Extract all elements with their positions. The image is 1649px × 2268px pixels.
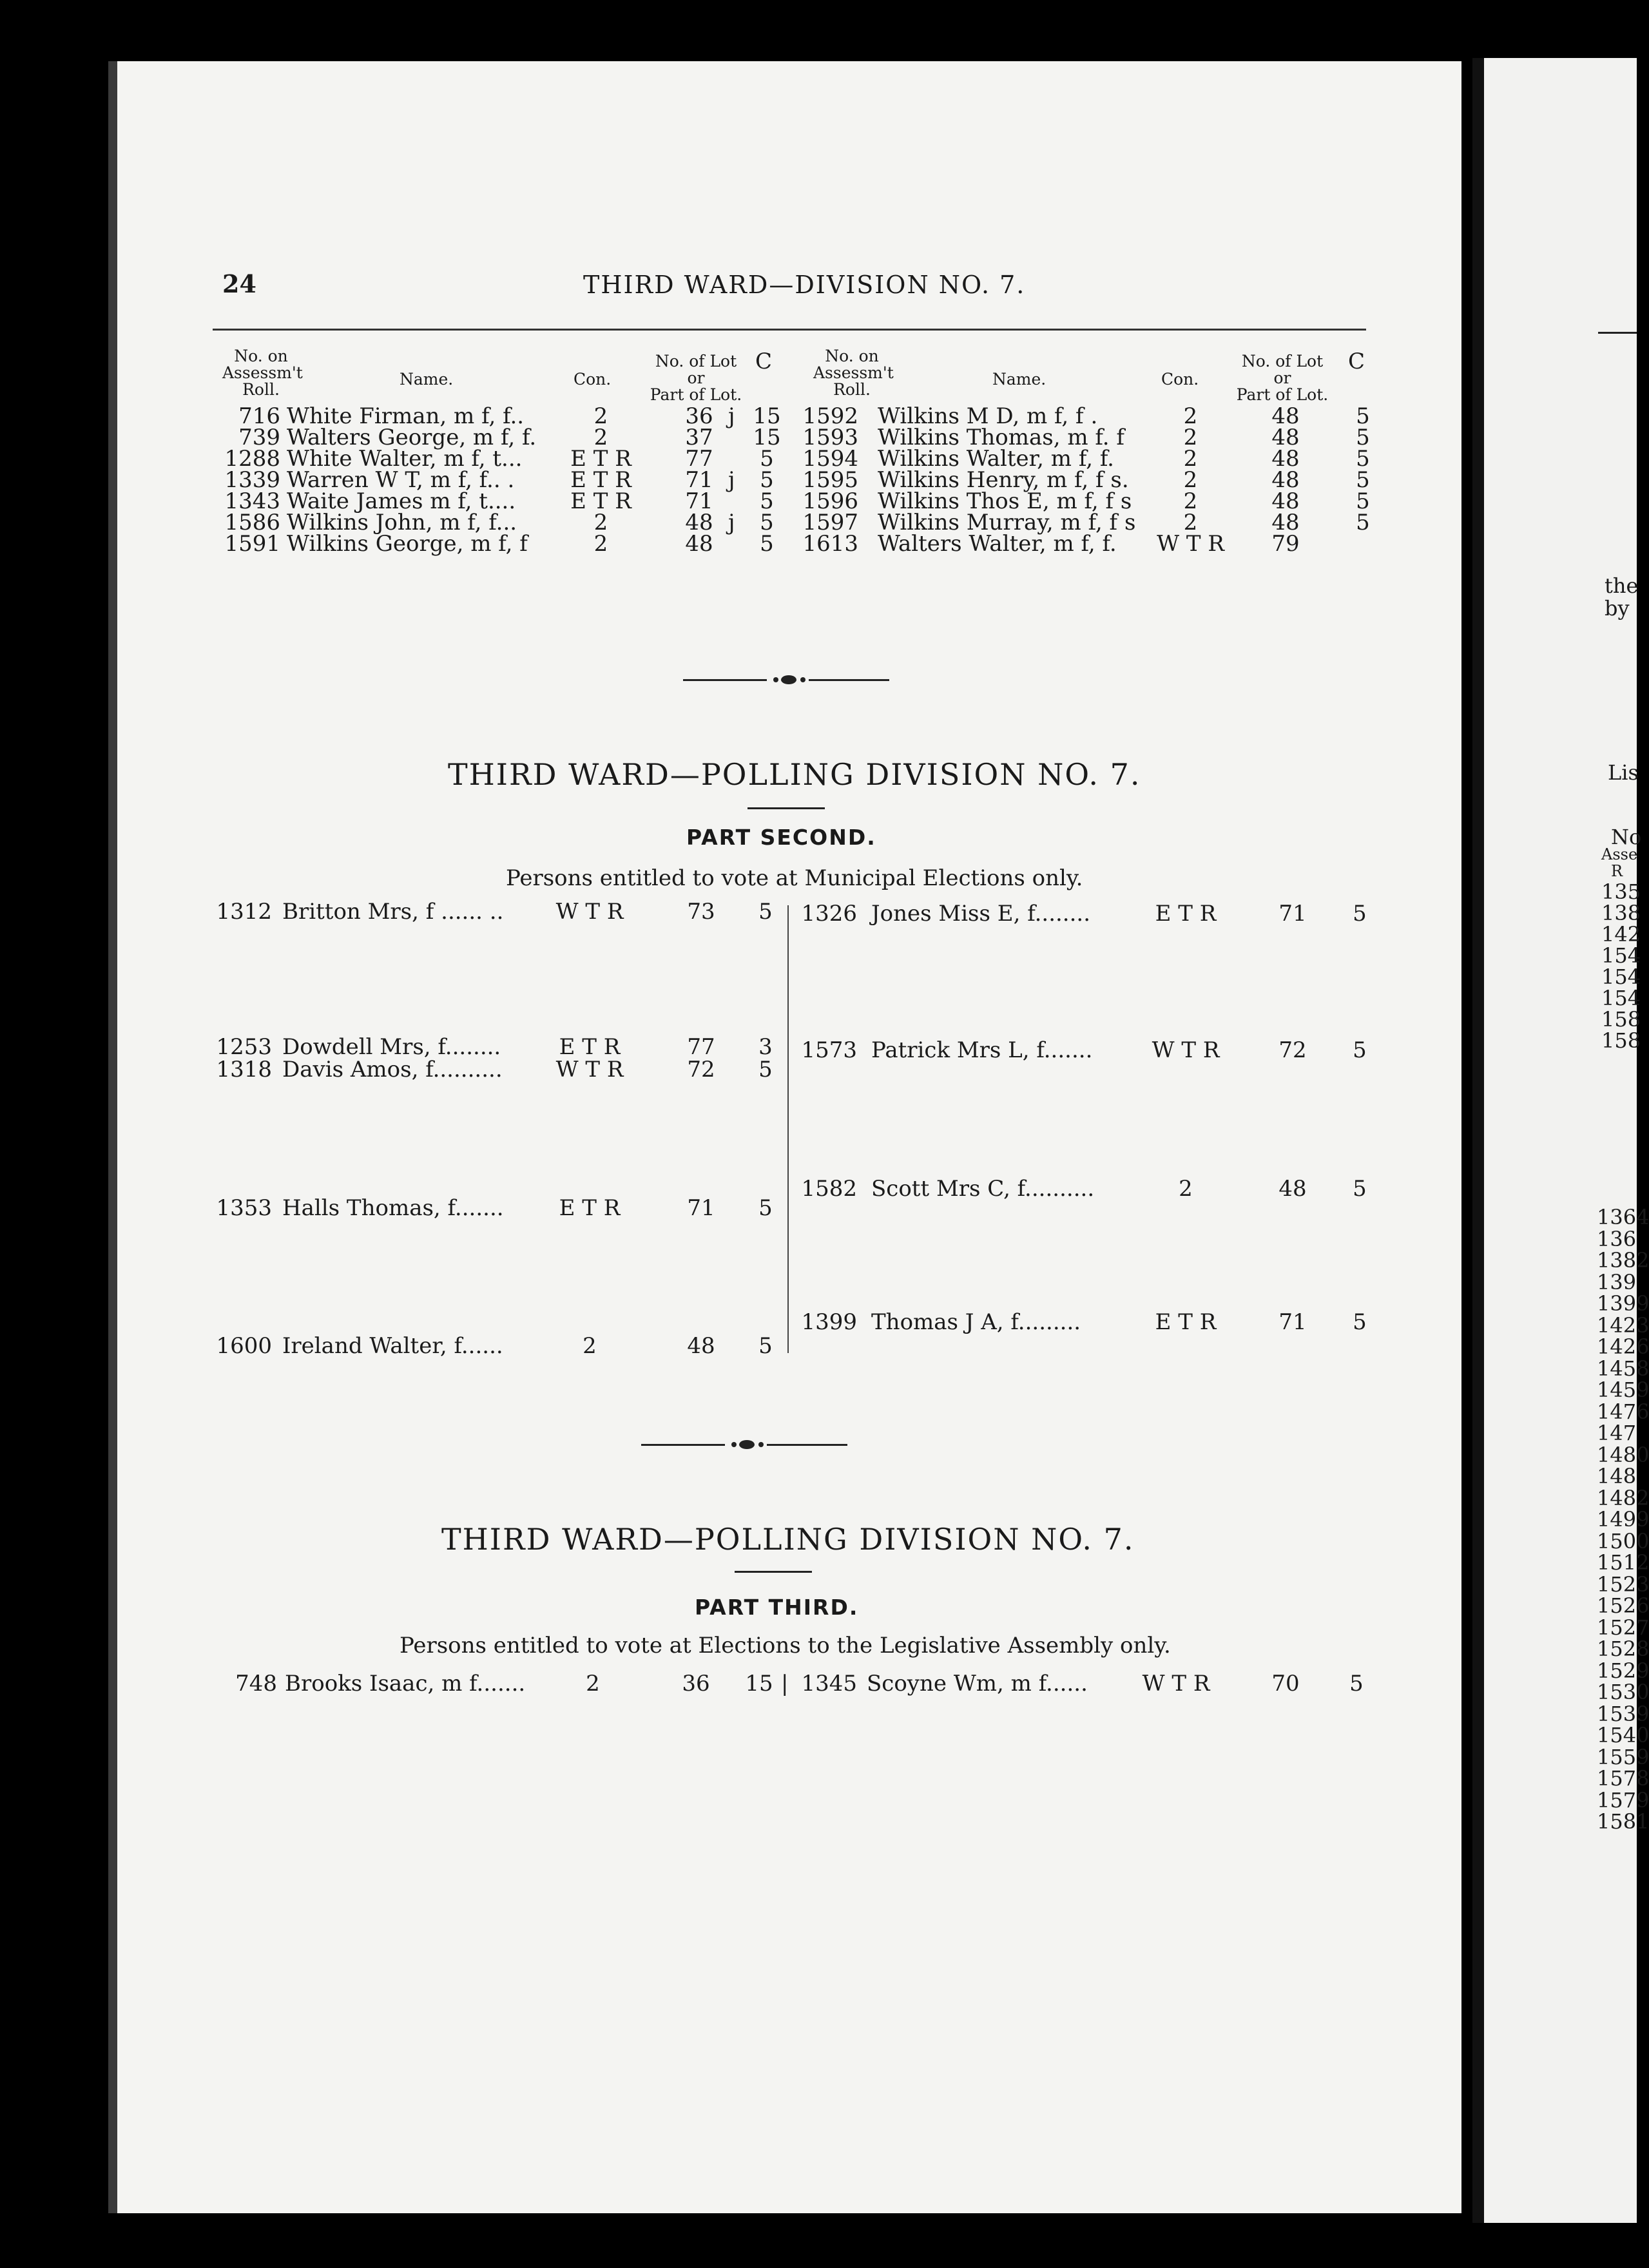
lot-number: 77 xyxy=(685,446,713,472)
heading-rule xyxy=(747,807,825,809)
concession: 2 xyxy=(1183,403,1198,429)
adjacent-text-fragment: the xyxy=(1605,573,1639,598)
roll-number: 1600 xyxy=(216,1333,272,1359)
adjacent-roll-number: 1579 xyxy=(1597,1787,1649,1812)
row-separator: | xyxy=(781,1671,789,1696)
voter-name: Wilkins Murray, m f, f s xyxy=(878,510,1136,535)
column-c: 5 xyxy=(760,446,774,472)
roll-number: 1586 xyxy=(224,510,280,535)
roll-number: 1591 xyxy=(224,531,280,557)
lot-number: 71 xyxy=(1278,1309,1307,1335)
column-c: 5 xyxy=(758,899,773,925)
lot-number: 72 xyxy=(687,1057,715,1082)
column-c: 5 xyxy=(1353,1309,1367,1335)
header-lot: No. of Lot or Part of Lot. xyxy=(1236,352,1329,404)
column-c: 15 xyxy=(745,1671,773,1696)
header-roll: No. on Assessm't Roll. xyxy=(222,347,303,399)
section-note: Persons entitled to vote at Elections to the Legislative Assembly only. xyxy=(400,1633,1171,1658)
roll-number: 716 xyxy=(238,403,280,429)
adjacent-roll-number: 1458 xyxy=(1597,1356,1649,1381)
part-subheading: PART SECOND. xyxy=(686,825,876,850)
lot-mark: j xyxy=(728,403,735,429)
voter-name: Patrick Mrs L, f....... xyxy=(871,1037,1093,1063)
voter-name: White Firman, m f, f.. xyxy=(287,403,525,429)
lot-number: 71 xyxy=(685,488,713,514)
voter-name: Wilkins George, m f, f xyxy=(287,531,528,557)
column-c: 5 xyxy=(1356,425,1370,450)
adjacent-roll-number: 148 xyxy=(1597,1464,1637,1488)
voter-name: Walters Walter, m f, f. xyxy=(878,531,1117,557)
roll-number: 1592 xyxy=(802,403,858,429)
column-c: 5 xyxy=(1356,446,1370,472)
column-c: 5 xyxy=(758,1057,773,1082)
lot-mark: j xyxy=(728,467,735,493)
concession: W T R xyxy=(1157,531,1224,557)
adjacent-roll-number: 1423 xyxy=(1597,1312,1649,1338)
adjacent-roll-number: 1529 xyxy=(1597,1658,1649,1683)
concession: E T R xyxy=(570,467,632,493)
concession: E T R xyxy=(570,446,632,472)
header-name: Name. xyxy=(400,370,454,389)
adjacent-roll-number: 1426 xyxy=(1597,1334,1649,1359)
voter-name: Dowdell Mrs, f........ xyxy=(282,1034,501,1060)
adjacent-roll-number: 142 xyxy=(1601,922,1641,947)
roll-number: 1312 xyxy=(216,899,272,925)
roll-number: 1318 xyxy=(216,1057,272,1082)
roll-number: 1253 xyxy=(216,1034,272,1060)
column-c: 5 xyxy=(1353,1176,1367,1202)
adjacent-roll-number: 154 xyxy=(1601,986,1641,1010)
lot-number: 77 xyxy=(687,1034,715,1060)
heading-rule xyxy=(735,1571,812,1573)
lot-number: 48 xyxy=(1271,510,1300,535)
concession: 2 xyxy=(593,531,608,557)
adjacent-roll-number: 154 xyxy=(1601,965,1641,989)
lot-number: 37 xyxy=(685,425,713,450)
column-c: 5 xyxy=(1356,510,1370,535)
voter-name: Thomas J A, f......... xyxy=(871,1309,1081,1335)
header-con: Con. xyxy=(574,370,612,389)
roll-number: 1582 xyxy=(801,1176,857,1202)
lot-number: 71 xyxy=(685,467,713,493)
adjacent-roll-number: 1539 xyxy=(1597,1701,1649,1726)
adjacent-roll-number: 1540 xyxy=(1597,1723,1649,1747)
concession: 2 xyxy=(1179,1176,1193,1202)
concession: 2 xyxy=(1183,488,1198,514)
voter-name: Wilkins Thos E, m f, f s xyxy=(878,488,1132,514)
roll-number: 1339 xyxy=(224,467,280,493)
adjacent-roll-number: 1499 xyxy=(1597,1507,1649,1532)
adjacent-text-fragment: Lis xyxy=(1608,760,1639,785)
concession: 2 xyxy=(593,403,608,429)
concession: E T R xyxy=(570,488,632,514)
adjacent-roll-number: 158 xyxy=(1601,1028,1641,1053)
adjacent-roll-number: 1399 xyxy=(1597,1291,1649,1316)
section-heading: THIRD WARD—POLLING DIVISION NO. 7. xyxy=(448,757,1141,792)
adjacent-roll-number: 1526 xyxy=(1597,1593,1649,1618)
column-c: 5 xyxy=(1356,467,1370,493)
roll-number: 1353 xyxy=(216,1195,272,1221)
lot-number: 71 xyxy=(687,1195,715,1221)
adjacent-roll-number: 147 xyxy=(1597,1421,1637,1445)
column-c xyxy=(1344,533,1382,555)
adjacent-page xyxy=(1482,58,1649,2223)
section-heading: THIRD WARD—POLLING DIVISION NO. 7. xyxy=(441,1522,1135,1557)
adjacent-text-fragment: Asse xyxy=(1601,845,1638,863)
adjacent-roll-number: 1512 xyxy=(1597,1550,1649,1575)
roll-number: 1597 xyxy=(802,510,858,535)
adjacent-roll-number: 139 xyxy=(1597,1269,1637,1294)
lot-number: 48 xyxy=(687,1333,715,1359)
concession: 2 xyxy=(1183,425,1198,450)
page-binding-edge xyxy=(108,61,117,2213)
voter-name: Davis Amos, f.......... xyxy=(282,1057,503,1082)
voter-name: Wilkins Henry, m f, f s. xyxy=(878,467,1129,493)
voter-name: Britton Mrs, f ...... .. xyxy=(282,899,504,925)
voter-name: Wilkins Thomas, m f. f xyxy=(878,425,1124,450)
adjacent-roll-number: 1559 xyxy=(1597,1744,1649,1769)
concession: 2 xyxy=(593,510,608,535)
adjacent-roll-number: 138 xyxy=(1601,901,1641,925)
voter-name: Wilkins Walter, m f, f. xyxy=(878,446,1114,472)
roll-number: 1326 xyxy=(801,901,857,927)
roll-number: 1399 xyxy=(801,1309,857,1335)
column-c: 5 xyxy=(1353,901,1367,927)
roll-number: 1594 xyxy=(802,446,858,472)
concession: W T R xyxy=(1152,1037,1220,1063)
adjacent-text-fragment: R xyxy=(1611,862,1623,880)
concession: E T R xyxy=(559,1034,621,1060)
concession: W T R xyxy=(555,899,624,925)
column-c: 5 xyxy=(1349,1671,1364,1696)
roll-number: 1593 xyxy=(802,425,858,450)
adjacent-roll-number: 1530 xyxy=(1597,1680,1649,1704)
lot-number: 48 xyxy=(1271,488,1300,514)
column-c: 5 xyxy=(760,510,774,535)
adjacent-roll-number: 1523 xyxy=(1597,1571,1649,1597)
roll-number: 1343 xyxy=(224,488,280,514)
voter-name: Halls Thomas, f....... xyxy=(282,1195,504,1221)
lot-number: 48 xyxy=(1278,1176,1307,1202)
adjacent-roll-number: 135 xyxy=(1601,879,1641,904)
voter-name: Scoyne Wm, m f...... xyxy=(867,1671,1088,1696)
concession: W T R xyxy=(1142,1671,1210,1696)
page-number: 24 xyxy=(222,269,256,298)
concession: W T R xyxy=(555,1057,624,1082)
adjacent-roll-number: 1480 xyxy=(1597,1442,1649,1467)
lot-number: 48 xyxy=(1271,446,1300,472)
ornament-divider xyxy=(641,1438,847,1451)
adjacent-roll-number: 154 xyxy=(1601,943,1641,968)
lot-mark: j xyxy=(728,510,735,535)
lot-number: 36 xyxy=(682,1671,710,1696)
concession: 2 xyxy=(593,425,608,450)
adjacent-roll-number: 158 xyxy=(1601,1007,1641,1032)
lot-number: 48 xyxy=(1271,425,1300,450)
adjacent-roll-number: 1528 xyxy=(1597,1637,1649,1661)
concession: 2 xyxy=(583,1333,597,1359)
header-name: Name. xyxy=(992,370,1046,389)
adjacent-roll-number: 1382 xyxy=(1597,1248,1649,1273)
adjacent-roll-number: 1578 xyxy=(1597,1766,1649,1791)
roll-number: 1613 xyxy=(802,531,858,557)
adjacent-roll-number: 1459 xyxy=(1597,1378,1649,1402)
column-c: 5 xyxy=(1356,488,1370,514)
column-c: 5 xyxy=(760,531,774,557)
column-c: 5 xyxy=(1353,1037,1367,1063)
voter-name: Ireland Walter, f...... xyxy=(282,1333,503,1359)
concession: 2 xyxy=(586,1671,600,1696)
voter-name: White Walter, m f, t... xyxy=(287,446,523,472)
adjacent-roll-number: 1500 xyxy=(1597,1528,1649,1553)
voter-name: Brooks Isaac, m f....... xyxy=(285,1671,526,1696)
ornament-divider xyxy=(683,673,889,686)
section-note: Persons entitled to vote at Municipal Elections only. xyxy=(506,865,1083,891)
header-side: C xyxy=(755,349,773,374)
adjacent-rule xyxy=(1598,332,1637,334)
header-lot: No. of Lot or Part of Lot. xyxy=(650,352,742,404)
adjacent-roll-number: 1364 xyxy=(1597,1205,1649,1229)
page-gutter xyxy=(1472,58,1484,2223)
voter-name: Scott Mrs C, f.......... xyxy=(871,1176,1095,1202)
roll-number: 1345 xyxy=(801,1671,857,1696)
column-divider xyxy=(787,905,789,1353)
concession: 2 xyxy=(1183,446,1198,472)
lot-number: 48 xyxy=(685,531,713,557)
lot-number: 48 xyxy=(685,510,713,535)
adjacent-roll-number: 1581 xyxy=(1597,1809,1649,1834)
voter-name: Jones Miss E, f........ xyxy=(871,901,1091,927)
lot-number: 79 xyxy=(1271,531,1300,557)
column-c: 5 xyxy=(1356,403,1370,429)
part-subheading: PART THIRD. xyxy=(695,1595,859,1620)
concession: 2 xyxy=(1183,467,1198,493)
roll-number: 1288 xyxy=(224,446,280,472)
header-side: C xyxy=(1348,349,1365,374)
adjacent-text-fragment: by xyxy=(1605,596,1630,620)
header-rule xyxy=(213,329,1366,331)
column-c: 5 xyxy=(758,1333,773,1359)
header-con: Con. xyxy=(1161,370,1199,389)
roll-number: 1573 xyxy=(801,1037,857,1063)
column-c: 5 xyxy=(760,488,774,514)
voter-name: Warren W T, m f, f.. . xyxy=(287,467,515,493)
roll-number: 1596 xyxy=(802,488,858,514)
column-c: 5 xyxy=(758,1195,773,1221)
adjacent-roll-number: 136 xyxy=(1597,1226,1637,1251)
lot-number: 73 xyxy=(687,899,715,925)
header-roll: No. on Assessm't Roll. xyxy=(813,347,894,399)
concession: E T R xyxy=(1155,901,1217,927)
roll-number: 1595 xyxy=(802,467,858,493)
adjacent-roll-number: 1527 xyxy=(1597,1615,1649,1640)
adjacent-text-fragment: No xyxy=(1611,825,1642,849)
concession: E T R xyxy=(559,1195,621,1221)
lot-number: 48 xyxy=(1271,403,1300,429)
adjacent-roll-number: 1476 xyxy=(1597,1399,1649,1424)
concession: 2 xyxy=(1183,510,1198,535)
column-c: 5 xyxy=(760,467,774,493)
column-c: 3 xyxy=(758,1034,773,1060)
roll-number: 748 xyxy=(235,1671,277,1696)
lot-number: 48 xyxy=(1271,467,1300,493)
voter-name: Walters George, m f, f. xyxy=(287,425,537,450)
column-c: 15 xyxy=(753,425,781,450)
concession: E T R xyxy=(1155,1309,1217,1335)
running-head: THIRD WARD—DIVISION NO. 7. xyxy=(583,271,1026,299)
lot-number: 72 xyxy=(1278,1037,1307,1063)
adjacent-roll-number: 1482 xyxy=(1597,1485,1649,1510)
voter-name: Wilkins John, m f, f... xyxy=(287,510,517,535)
column-c: 15 xyxy=(753,403,781,429)
lot-number: 70 xyxy=(1271,1671,1300,1696)
voter-name: Wilkins M D, m f, f . xyxy=(878,403,1098,429)
roll-number: 739 xyxy=(238,425,280,450)
voter-name: Waite James m f, t.... xyxy=(287,488,516,514)
lot-number: 71 xyxy=(1278,901,1307,927)
lot-number: 36 xyxy=(685,403,713,429)
